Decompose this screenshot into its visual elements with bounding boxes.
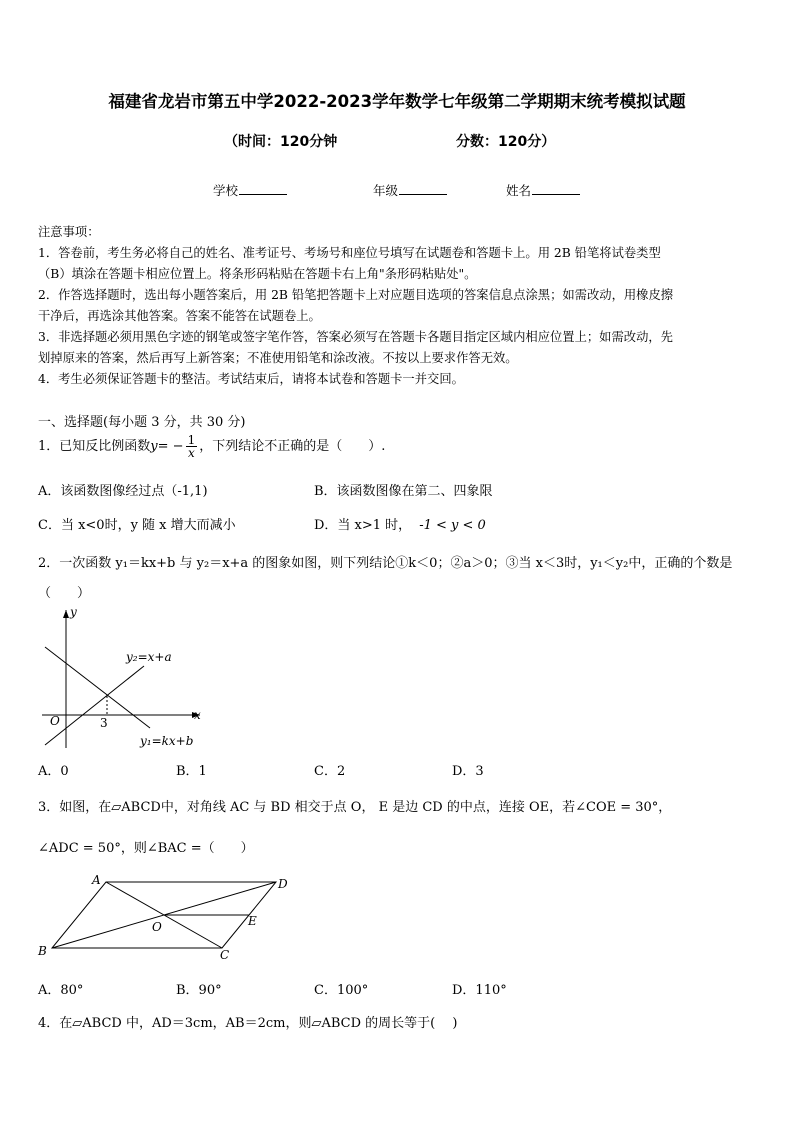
q1-option-d-label: D．当 x>1 时， bbox=[314, 518, 412, 533]
q3-stem-line2: ∠ADC = 50°，则∠BAC =（ ） bbox=[38, 841, 254, 856]
exam-title: 福建省龙岩市第五中学2022-2023学年数学七年级第二学期期末统考模拟试题 bbox=[108, 92, 686, 111]
origin-label: O bbox=[50, 714, 60, 728]
q3-stem-line1: 3．如图，在▱ABCD中，对角线 AC 与 BD 相交于点 O， E 是边 CD 的中点，连接 OE，若∠COE = 30°， bbox=[38, 800, 672, 815]
name-label: 姓名 bbox=[506, 183, 532, 198]
vertex-d-label: D bbox=[278, 877, 288, 891]
q3-option-d: D．110° bbox=[452, 983, 507, 998]
y-axis-label: y bbox=[70, 605, 77, 619]
vertex-c-label: C bbox=[220, 948, 230, 962]
q1-y: y bbox=[150, 439, 158, 454]
q3-option-c: C．100° bbox=[314, 983, 369, 998]
notice-line: 3．非选择题必须用黑色字迹的钢笔或签字笔作答，答案必须写在答题卡各题目指定区域内相应位置上；如需改动，先 bbox=[38, 330, 673, 344]
q3-option-a: A．80° bbox=[38, 983, 84, 998]
q2-option-a: A．0 bbox=[38, 764, 69, 779]
q2-option-b: B．1 bbox=[176, 764, 207, 779]
notice-line: （B）填涂在答题卡相应位置上。将条形码粘贴在答题卡右上角"条形码粘贴处"。 bbox=[38, 267, 477, 281]
q2-option-d: D．3 bbox=[452, 764, 484, 779]
line-y2-label: y₂=x+a bbox=[126, 650, 172, 664]
q1-option-a: A．该函数图像经过点（-1,1) bbox=[38, 484, 208, 499]
line-y1-label: y₁=kx+b bbox=[140, 734, 194, 748]
q1-numerator: 1 bbox=[187, 433, 196, 447]
q2-option-c: C．2 bbox=[314, 764, 346, 779]
notice-line: 划掉原来的答案，然后再写上新答案；不准使用铅笔和涂改液。不按以上要求作答无效。 bbox=[38, 351, 518, 365]
notice-line: 1．答卷前，考生务必将自己的姓名、准考证号、考场号和座位号填写在试题卷和答题卡上。用 2B 铅笔将试卷类型 bbox=[38, 246, 661, 260]
q1-prefix: 1．已知反比例函数 bbox=[38, 439, 151, 454]
tick-3-label: 3 bbox=[100, 716, 108, 730]
notice-line: 2．作答选择题时，选出每小题答案后，用 2B 铅笔把答题卡上对应题目选项的答案信息点涂黑；如需改动，用橡皮擦 bbox=[38, 288, 674, 302]
grade-field bbox=[373, 181, 447, 199]
q1-suffix: ，下列结论不正确的是（ ）. bbox=[199, 439, 386, 454]
q1-option-d-expr: -1 < y < 0 bbox=[419, 518, 486, 533]
grade-blank bbox=[399, 183, 447, 195]
notice-heading: 注意事项： bbox=[38, 225, 100, 239]
q3-option-b: B．90° bbox=[176, 983, 222, 998]
q3-figure bbox=[30, 866, 300, 966]
vertex-a-label: A bbox=[92, 873, 101, 887]
point-o-label: O bbox=[152, 920, 162, 934]
q1-eq: = − bbox=[157, 439, 184, 454]
q1-option-b: B．该函数图像在第二、四象限 bbox=[314, 484, 493, 499]
section-heading: 一、选择题(每小题 3 分，共 30 分) bbox=[38, 415, 246, 430]
notice-line: 干净后，再选涂其他答案。答案不能答在试题卷上。 bbox=[38, 309, 321, 323]
exam-score: 分数：120分） bbox=[456, 134, 556, 150]
q1-option-c: C．当 x<0时，y 随 x 增大而减小 bbox=[38, 518, 236, 533]
school-blank bbox=[239, 183, 287, 195]
name-field bbox=[506, 181, 580, 199]
notice-line: 4．考生必须保证答题卡的整洁。考试结束后，请将本试卷和答题卡一并交回。 bbox=[38, 372, 464, 386]
y-axis-arrow bbox=[63, 610, 69, 618]
name-blank bbox=[532, 183, 580, 195]
vertex-b-label: B bbox=[38, 944, 47, 958]
q1-option-d bbox=[314, 514, 486, 533]
q1-fraction bbox=[186, 434, 198, 459]
q1-denominator: x bbox=[187, 446, 195, 460]
q2-stem: 2．一次函数 y₁＝kx+b 与 y₂＝x+a 的图象如图，则下列结论①k＜0；②a＞0；③当 x＜3时，y₁＜y₂中，正确的个数是 bbox=[38, 556, 733, 571]
exam-time: （时间：120分钟 bbox=[224, 134, 338, 150]
q2-graph bbox=[30, 600, 210, 760]
school-field bbox=[213, 181, 287, 199]
q2-paren: （ ） bbox=[38, 586, 91, 601]
q4-stem: 4．在▱ABCD 中，AD＝3cm，AB＝2cm，则▱ABCD 的周长等于( ) bbox=[38, 1016, 458, 1031]
school-label: 学校 bbox=[213, 183, 239, 198]
grade-label: 年级 bbox=[373, 183, 399, 198]
x-axis-label: x bbox=[194, 708, 201, 722]
line-y2 bbox=[45, 666, 144, 745]
point-e-label: E bbox=[248, 914, 257, 928]
q1-stem bbox=[38, 432, 385, 462]
